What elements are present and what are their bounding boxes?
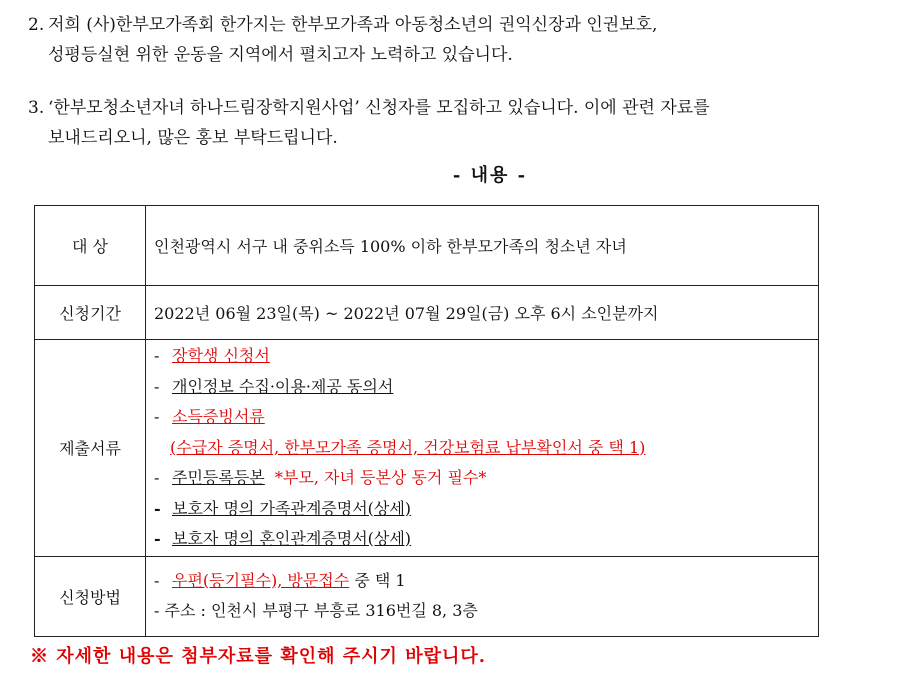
- doc-dash: -: [154, 376, 160, 396]
- table-row-method: [35, 556, 819, 636]
- doc-item-text: (수급자 증명서, 한부모가족 증명서, 건강보험료 납부확인서 중 택 1): [170, 437, 646, 457]
- doc-item: [154, 402, 817, 433]
- doc-dash: -: [154, 407, 160, 426]
- method-address: - 주소 : 인천시 부평구 부흥로 316번길 8, 3층: [154, 601, 478, 620]
- target-value: 인천광역시 서구 내 중위소득 100% 이하 한부모가족의 청소년 자녀: [146, 206, 819, 286]
- doc-item-text: 소득증빙서류: [172, 407, 265, 426]
- doc-dash: -: [154, 346, 160, 365]
- docs-list: [146, 340, 819, 557]
- doc-item: [154, 372, 817, 403]
- doc-dash: -: [154, 498, 161, 518]
- method-dash: -: [154, 571, 160, 590]
- paragraph-2: [28, 10, 657, 70]
- method-choice: 중 택 1: [354, 571, 406, 590]
- paragraph-number: 2.: [28, 15, 45, 35]
- doc-item-subline: [154, 433, 817, 464]
- doc-item-text: 주민등록등본: [172, 468, 265, 487]
- doc-dash: -: [154, 529, 161, 548]
- table-row-target: [35, 206, 819, 286]
- doc-item-text: 보호자 명의 가족관계증명서(상세): [172, 498, 412, 518]
- doc-item-text: 개인정보 수집·이용·제공 동의서: [172, 376, 394, 396]
- section-heading: - 내용 -: [452, 165, 528, 186]
- doc-item: [154, 463, 817, 494]
- docs-label: 제출서류: [35, 340, 146, 557]
- period-value: 2022년 06월 23일(목) ~ 2022년 07월 29일(금) 오후 6시 소인분까지: [146, 286, 819, 340]
- table-row-docs: [35, 340, 819, 557]
- paragraph-text: 저희 (사)한부모가족회 한가지는 한부모가족과 아동청소년의 권익신장과 인권보호,: [48, 15, 658, 35]
- paragraph-text: 보내드리오니, 많은 홍보 부탁드립니다.: [48, 128, 338, 148]
- doc-item-text: 보호자 명의 혼인관계증명서(상세): [172, 529, 412, 548]
- method-options: 우편(등기필수), 방문접수: [172, 571, 350, 590]
- doc-item: [154, 494, 817, 525]
- paragraph-text: 성평등실현 위한 운동을 지역에서 펼치고자 노력하고 있습니다.: [48, 45, 513, 65]
- doc-item: [154, 524, 817, 555]
- paragraph-text: ‘한부모청소년자녀 하나드림장학지원사업’ 신청자를 모집하고 있습니다. 이에 관련 자료를: [48, 98, 710, 118]
- method-line: [154, 566, 817, 596]
- notice-text: ※ 자세한 내용은 첨부자료를 확인해 주시기 바랍니다.: [30, 646, 487, 667]
- method-value: [146, 556, 819, 636]
- doc-item-text: 장학생 신청서: [172, 346, 270, 365]
- target-label: 대 상: [35, 206, 146, 286]
- doc-item: [154, 341, 817, 372]
- period-label: 신청기간: [35, 286, 146, 340]
- method-label: 신청방법: [35, 556, 146, 636]
- doc-item-note: *부모, 자녀 등본상 동거 필수*: [274, 468, 487, 487]
- paragraph-3: [28, 93, 710, 153]
- paragraph-number: 3.: [28, 98, 45, 118]
- table-row-period: [35, 286, 819, 340]
- doc-dash: -: [154, 468, 160, 487]
- info-table: [34, 205, 819, 637]
